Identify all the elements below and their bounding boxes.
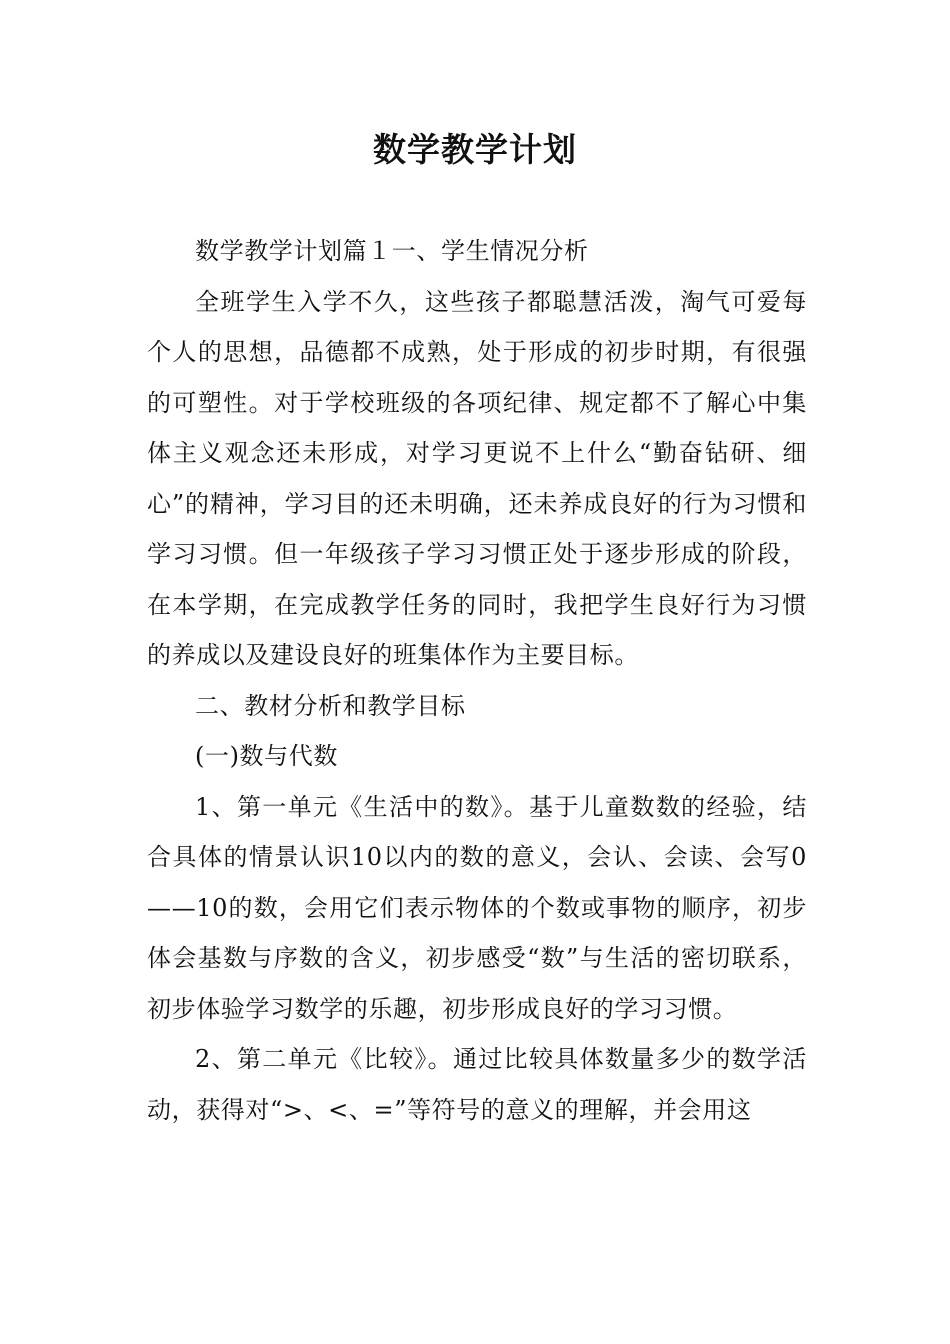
paragraph-subheading-numbers: (一)数与代数 — [195, 742, 338, 770]
paragraph-student-analysis: 全班学生入学不久，这些孩子都聪慧活泼，淘气可爱每个人的思想，品德都不成熟，处于形成的初步时期，有很强的可塑性。对于学校班级的各项纪律、规定都不了解心中集体主义观念还未形成，对学习更说不上什么“勤奋钻研、细心”的精神，学习目的还未明确，还未养成良好的行为习惯和学习习惯。但一年级孩子学习习惯正处于逐步形成的阶段，在本学期，在完成教学任务的同时，我把学生良好行为习惯的养成以及建设良好的班集体作为主要目标。 — [147, 287, 807, 669]
paragraph-section-heading: 数学教学计划篇１一、学生情况分析 — [195, 237, 589, 265]
paragraph-unit-two: 2、第二单元《比较》。通过比较具体数量多少的数学活动，获得对“>、<、=”等符号的意义的理解，并会用这 — [147, 1045, 807, 1124]
paragraph-textbook-heading: 二、教材分析和教学目标 — [195, 691, 466, 720]
document-body — [147, 226, 807, 1135]
document-title: 数学教学计划 — [373, 130, 577, 169]
paragraph-unit-one: 1、第一单元《生活中的数》。基于儿童数数的经验，结合具体的情景认识10以内的数的意义，会认、会读、会写0——10的数，会用它们表示物体的个数或事物的顺序，初步体会基数与序数的含义，初步感受“数”与生活的密切联系，初步体验学习数学的乐趣，初步形成良好的学习习惯。 — [147, 792, 807, 1023]
